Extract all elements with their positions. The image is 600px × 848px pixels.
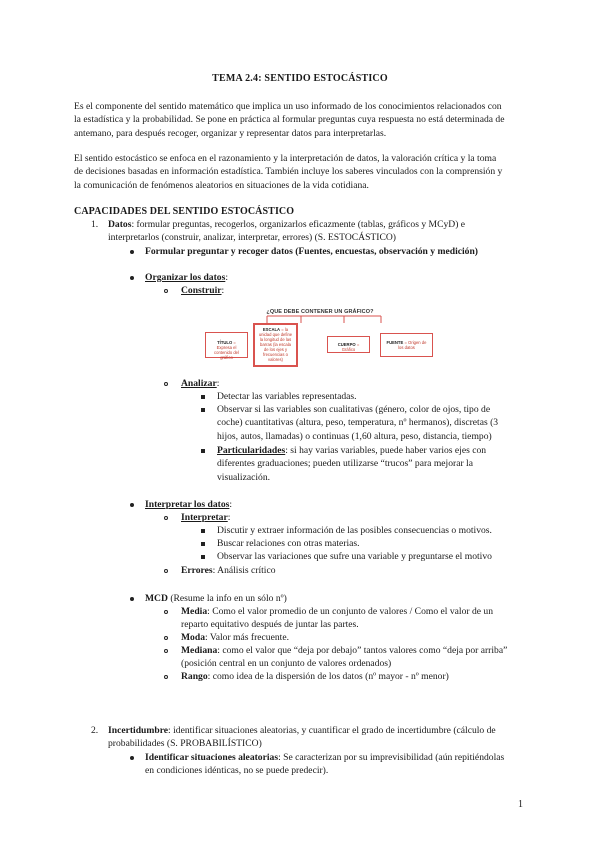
circle-bullet-icon (164, 675, 168, 679)
mediana-label: Mediana (181, 645, 218, 656)
page-number: 1 (518, 799, 523, 810)
bullet-icon (130, 276, 134, 280)
text-line: la comunicación de fenómenos aleatorios en situaciones de la vida cotidiana. (74, 179, 369, 191)
square-bullet-icon (201, 542, 205, 546)
circle-bullet-icon (164, 649, 168, 653)
diagram-title: ¿QUE DEBE CONTENER UN GRÁFICO? (266, 309, 374, 315)
mediana-item (181, 644, 507, 671)
rango-text: : como idea de la dispersión de los datos (nº mayor - nº menor) (207, 671, 449, 682)
media-label: Media (181, 606, 208, 617)
analizar-point: Detectar las variables representadas. (217, 391, 357, 402)
text-line: de decisiones basadas en información estadística. También incluye los saberes vinculados con la comprensión y (74, 166, 503, 178)
square-bullet-icon (201, 395, 205, 399)
organizar-item (145, 271, 228, 284)
circle-bullet-icon (164, 610, 168, 614)
text-line: : Se caracterizan por su imprevisibilidad (aún repitiéndolas (278, 752, 505, 763)
box-text: = la unidad que define la longitud de las barras (la escala de los ejes y frecuencias o valores) (258, 327, 293, 362)
item-label: Incertidumbre (108, 725, 169, 736)
text-line: Observar si las variables son cualitativas (género, color de ojos, tipo de (217, 404, 491, 415)
identificar-label: Identificar situaciones aleatorias (145, 752, 279, 763)
colon: : (227, 512, 231, 523)
text-line: en condiciones idénticas, no se puede predecir). (145, 765, 329, 777)
rango-item (181, 670, 449, 683)
bullet-icon (130, 250, 134, 254)
analizar-label: Analizar (181, 378, 217, 389)
bullet-icon (130, 756, 134, 760)
colon: : (225, 272, 228, 283)
media-item (181, 605, 493, 632)
item-text: : identificar situaciones aleatorias, y cuantificar el grado de incertidumbre (cálculo de (168, 725, 496, 736)
diagram-box-titulo (205, 332, 248, 358)
box-label: ESCALA (262, 327, 281, 332)
circle-bullet-icon (164, 382, 168, 386)
diagram-box-fuente (380, 333, 433, 357)
box-label: CUERPO (337, 342, 356, 347)
errores-item (181, 564, 276, 577)
item-text: : formular preguntas, recogerlos, organizarlos eficazmente (tablas, gráficos y MCyD) e (131, 219, 466, 230)
list-number: 2. (91, 725, 99, 736)
text-line: visualización. (217, 471, 271, 483)
identificar-item (145, 751, 504, 778)
interpretar-point: Observar las variaciones que sufre una variable y preguntarse el motivo (217, 551, 492, 562)
box-text: = Expresa el contenido del gráfico (214, 340, 239, 360)
item-text: probabilidades (S. PROBABILÍSTICO) (108, 738, 262, 750)
colon: : (229, 499, 233, 510)
item-text: interpretarlos (construir, analizar, interpretar, errores) (S. ESTOCÁSTICO) (108, 232, 396, 244)
item-label: Datos (108, 219, 132, 230)
bullet-icon (130, 597, 134, 601)
section-heading: CAPACIDADES DEL SENTIDO ESTOCÁSTICO (74, 206, 295, 217)
errores-text: : Análisis crítico (212, 565, 276, 576)
circle-bullet-icon (164, 636, 168, 640)
circle-bullet-icon (164, 569, 168, 573)
interpretar-datos-item (145, 498, 232, 511)
text-line: la estadística y la probabilidad. Se pone en práctica al formular preguntas cuya respuesta no está determinada de (74, 114, 505, 126)
moda-item (181, 631, 289, 644)
square-bullet-icon (201, 555, 205, 559)
particularidades-point (217, 444, 486, 484)
interpretar-point: Buscar relaciones con otras materias. (217, 538, 360, 549)
interpretar-datos-label: Interpretar los datos (145, 499, 230, 510)
square-bullet-icon (201, 529, 205, 533)
list-number: 1. (91, 219, 99, 230)
item-incertidumbre (108, 724, 496, 751)
text-line: coche) cuantitativas (altura, peso, temperatura, nº hermanos), discretas (3 (217, 417, 499, 429)
text-line: hijos, autos, llamadas) o continuas (1,60 altura, peso, distancia, tiempo) (217, 430, 492, 442)
intro-paragraph-2 (74, 152, 526, 192)
interpretar-point: Discutir y extraer información de las posibles consecuencias o motivos. (217, 525, 492, 536)
construir-label: Construir (181, 285, 222, 296)
moda-label: Moda (181, 632, 205, 643)
analizar-point (217, 403, 498, 443)
construir-item (181, 284, 224, 297)
colon: : (216, 378, 220, 389)
square-bullet-icon (201, 449, 205, 453)
moda-text: : Valor más frecuente. (204, 632, 289, 643)
circle-bullet-icon (164, 289, 168, 293)
colon: : (221, 285, 225, 296)
text-line: antemano, para después recoger, organizar y representar datos para interpretarlas. (74, 127, 387, 139)
chart-elements-diagram (205, 306, 435, 372)
organizar-label: Organizar los datos (145, 272, 226, 283)
mcd-text: (Resume la info en un sólo nº) (167, 593, 287, 604)
bullet-icon (130, 503, 134, 507)
text-line: El sentido estocástico se enfoca en el razonamiento y la interpretación de datos, la valoración crítica y la toma (74, 153, 497, 164)
rango-label: Rango (181, 671, 208, 682)
mcd-label: MCD (145, 593, 168, 604)
text-line: (posición central en un conjunto de valores ordenados) (181, 658, 392, 670)
box-text: = Gráfico (341, 342, 360, 352)
box-label: FUENTE (386, 340, 404, 345)
text-line: : si hay varias variables, puede haber varios ejes con (285, 445, 487, 456)
interpretar-item (181, 511, 230, 524)
item-datos (108, 218, 465, 245)
circle-bullet-icon (164, 516, 168, 520)
text-line: : como el valor que “deja por debajo” tantos valores como “deja por arriba” (217, 645, 508, 656)
interpretar-label: Interpretar (181, 512, 228, 523)
formular-item: Formular preguntar y recoger datos (Fuentes, encuestas, observación y medición) (145, 246, 478, 257)
diagram-box-escala (253, 323, 298, 367)
mcd-item (145, 592, 287, 605)
particularidades-label: Particularidades (217, 445, 286, 456)
text-line: : Como el valor promedio de un conjunto de valores / Como el valor de un (207, 606, 494, 617)
text-line: diferentes graduaciones; pueden utilizarse “trucos” para mejorar la (217, 458, 473, 470)
intro-paragraph-1 (74, 100, 526, 140)
analizar-item (181, 377, 219, 390)
square-bullet-icon (201, 408, 205, 412)
page-title: TEMA 2.4: SENTIDO ESTOCÁSTICO (212, 73, 388, 84)
text-line: Es el componente del sentido matemático que implica un uso informado de los conocimientos relacionados con (74, 101, 502, 112)
text-line: reparto equitativo después de juntar las partes. (181, 619, 359, 631)
errores-label: Errores (181, 565, 213, 576)
box-text: = Origen de los datos (398, 340, 427, 350)
box-label: TÍTULO (217, 340, 233, 345)
diagram-box-cuerpo (327, 336, 370, 353)
